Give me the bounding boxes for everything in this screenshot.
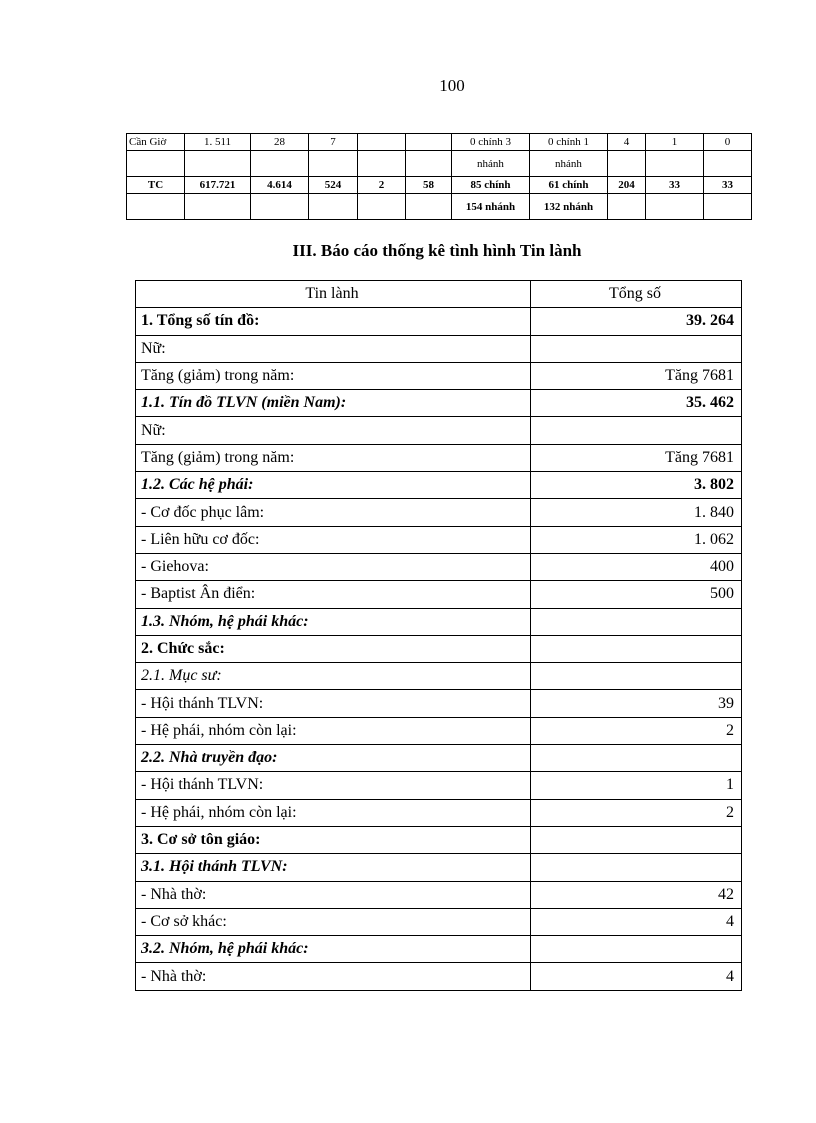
table-cell: 1 [646, 134, 704, 151]
table-cell: 33 [704, 177, 752, 194]
table-cell [406, 134, 452, 151]
table-row [136, 635, 742, 662]
continuation-table [126, 133, 752, 220]
row-label: - Giehova: [136, 553, 531, 580]
table-cell: Cần Giờ [127, 134, 185, 151]
row-label: - Liên hữu cơ đốc: [136, 526, 531, 553]
row-label: - Nhà thờ: [136, 881, 531, 908]
table-cell [127, 194, 185, 220]
table-cell: 33 [646, 177, 704, 194]
row-value [531, 608, 742, 635]
table-row [136, 799, 742, 826]
row-value: 2 [531, 799, 742, 826]
table-cell [251, 151, 309, 177]
table-row [136, 717, 742, 744]
row-value: Tăng 7681 [531, 362, 742, 389]
table-cell: TC [127, 177, 185, 194]
table-cell: 1. 511 [185, 134, 251, 151]
row-value [531, 635, 742, 662]
header-total: Tổng số [531, 281, 742, 308]
protestant-statistics-table [135, 280, 742, 991]
table-cell [608, 151, 646, 177]
table-cell [358, 151, 406, 177]
row-value [531, 417, 742, 444]
table-header-row [136, 281, 742, 308]
table-cell [646, 194, 704, 220]
row-value [531, 854, 742, 881]
row-value [531, 826, 742, 853]
row-label: 2.2. Nhà truyền đạo: [136, 745, 531, 772]
row-value: 3. 802 [531, 472, 742, 499]
table-cell [646, 151, 704, 177]
row-value: 2 [531, 717, 742, 744]
row-label: Nữ: [136, 335, 531, 362]
row-label: - Cơ sở khác: [136, 908, 531, 935]
table-cell [185, 194, 251, 220]
table-row [127, 177, 752, 194]
table-cell: 4.614 [251, 177, 309, 194]
row-value: 1. 840 [531, 499, 742, 526]
table-row [136, 390, 742, 417]
table-row [136, 608, 742, 635]
table-row [136, 362, 742, 389]
row-label: 2. Chức sắc: [136, 635, 531, 662]
row-label: 2.1. Mục sư: [136, 663, 531, 690]
row-value: 39 [531, 690, 742, 717]
table-cell [185, 151, 251, 177]
table-row [127, 151, 752, 177]
page-number: 100 [439, 76, 465, 95]
table-cell: 204 [608, 177, 646, 194]
row-value: 4 [531, 908, 742, 935]
row-value: 400 [531, 553, 742, 580]
table-cell: nhánh [530, 151, 608, 177]
table-row [136, 745, 742, 772]
table-cell [358, 134, 406, 151]
table-cell: 4 [608, 134, 646, 151]
row-value: 4 [531, 963, 742, 990]
row-label: Nữ: [136, 417, 531, 444]
row-label: - Hội thánh TLVN: [136, 772, 531, 799]
header-label: Tin lành [136, 281, 531, 308]
row-value [531, 335, 742, 362]
table-cell: 0 chính 3 [452, 134, 530, 151]
table-row [136, 663, 742, 690]
table-cell: 61 chính [530, 177, 608, 194]
table-cell: 524 [309, 177, 358, 194]
row-value [531, 745, 742, 772]
row-label: 3.1. Hội thánh TLVN: [136, 854, 531, 881]
row-value: 39. 264 [531, 308, 742, 335]
table-cell [704, 151, 752, 177]
table-cell [127, 151, 185, 177]
table-row [136, 854, 742, 881]
row-label: - Baptist Ân điển: [136, 581, 531, 608]
table-row [136, 881, 742, 908]
row-value: 500 [531, 581, 742, 608]
table-cell: 7 [309, 134, 358, 151]
table-row [136, 499, 742, 526]
row-label: 1.3. Nhóm, hệ phái khác: [136, 608, 531, 635]
table-cell [406, 194, 452, 220]
table-cell: 28 [251, 134, 309, 151]
table-row [136, 417, 742, 444]
table-row [127, 194, 752, 220]
section-heading: III. Báo cáo thống kê tình hình Tin lành [292, 241, 582, 260]
row-value: 1 [531, 772, 742, 799]
table-cell [309, 151, 358, 177]
row-label: 3.2. Nhóm, hệ phái khác: [136, 936, 531, 963]
table-row [136, 553, 742, 580]
row-label: 3. Cơ sở tôn giáo: [136, 826, 531, 853]
row-label: Tăng (giảm) trong năm: [136, 362, 531, 389]
table-cell: 132 nhánh [530, 194, 608, 220]
table-cell: 2 [358, 177, 406, 194]
row-label: - Nhà thờ: [136, 963, 531, 990]
row-value: 42 [531, 881, 742, 908]
table-cell: nhánh [452, 151, 530, 177]
row-label: 1.1. Tín đồ TLVN (miền Nam): [136, 390, 531, 417]
table-row [136, 772, 742, 799]
table-cell: 58 [406, 177, 452, 194]
row-value [531, 936, 742, 963]
table-row [136, 826, 742, 853]
table-cell [358, 194, 406, 220]
table-cell [704, 194, 752, 220]
table-row [136, 581, 742, 608]
row-label: 1.2. Các hệ phái: [136, 472, 531, 499]
table-cell: 0 chính 1 [530, 134, 608, 151]
table-cell: 617.721 [185, 177, 251, 194]
row-label: - Hệ phái, nhóm còn lại: [136, 799, 531, 826]
table-row [136, 526, 742, 553]
table-cell: 154 nhánh [452, 194, 530, 220]
table-row [127, 134, 752, 151]
table-cell [608, 194, 646, 220]
row-value: Tăng 7681 [531, 444, 742, 471]
row-label: 1. Tổng số tín đồ: [136, 308, 531, 335]
row-label: - Hệ phái, nhóm còn lại: [136, 717, 531, 744]
table-row [136, 308, 742, 335]
row-value: 1. 062 [531, 526, 742, 553]
row-label: Tăng (giảm) trong năm: [136, 444, 531, 471]
table-row [136, 444, 742, 471]
table-row [136, 936, 742, 963]
table-cell: 0 [704, 134, 752, 151]
table-cell [251, 194, 309, 220]
table-row [136, 690, 742, 717]
table-cell: 85 chính [452, 177, 530, 194]
table-row [136, 335, 742, 362]
table-row [136, 472, 742, 499]
table-cell [406, 151, 452, 177]
row-value: 35. 462 [531, 390, 742, 417]
row-label: - Hội thánh TLVN: [136, 690, 531, 717]
row-value [531, 663, 742, 690]
table-row [136, 908, 742, 935]
table-cell [309, 194, 358, 220]
row-label: - Cơ đốc phục lâm: [136, 499, 531, 526]
table-row [136, 963, 742, 990]
